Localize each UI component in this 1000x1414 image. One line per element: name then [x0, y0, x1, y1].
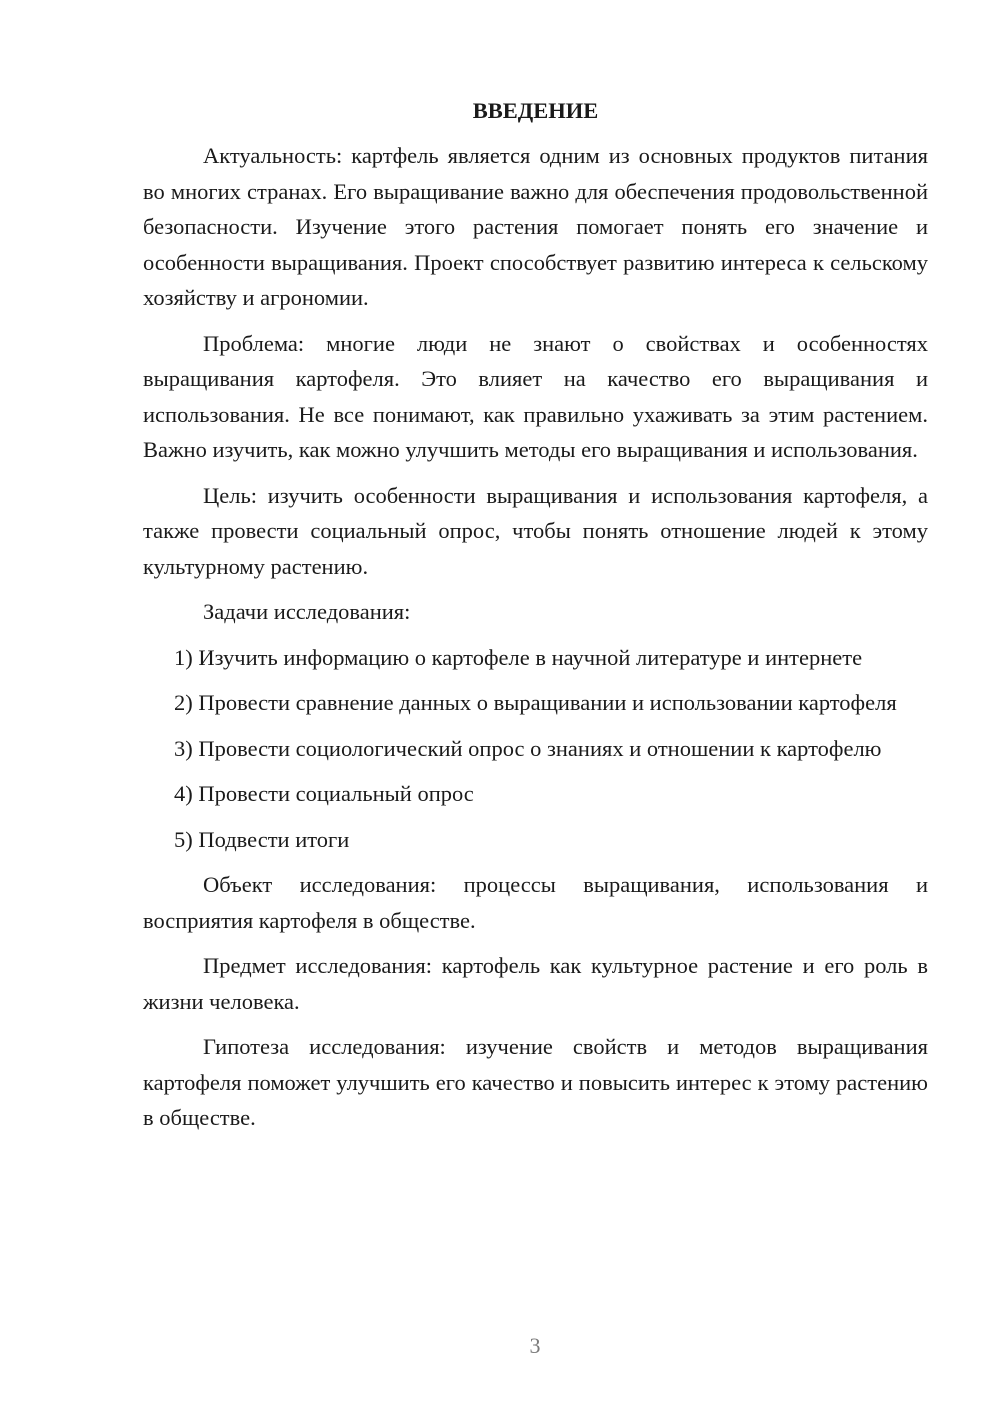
problem-paragraph: Проблема: многие люди не знают о свойствах и особенностях выращивания картофеля. Это влияет на качество его выращивания и использования. Не все понимают, как правильно ухаживать за этим растением. Важно изучить, как можно улучшить методы его выращивания и использования.: [143, 330, 928, 462]
section-heading: ВВЕДЕНИЕ: [472, 98, 599, 123]
tasks-title: Задачи исследования:: [203, 599, 411, 624]
goal-paragraph: Цель: изучить особенности выращивания и использования картофеля, а также провести социальный опрос, чтобы понять отношение людей к этому культурному растению.: [143, 482, 928, 579]
task-item: 5) Подвести итоги: [174, 826, 350, 852]
task-item: 1) Изучить информацию о картофеле в научной литературе и интернете: [174, 644, 863, 670]
tasks-list: [143, 640, 928, 858]
task-item: 4) Провести социальный опрос: [174, 781, 474, 806]
object-paragraph: Объект исследования: процессы выращивания, использования и восприятия картофеля в обществе.: [143, 872, 928, 933]
task-item: 3) Провести социологический опрос о знаниях и отношении к картофелю: [174, 735, 882, 761]
relevance-paragraph: Актуальность: картфель является одним из основных продуктов питания во многих странах. Его выращивание важно для обеспечения продовольственной безопасности. Изучение этого растения помогает понять его значение и особенности выращивания. Проект способствует развитию интереса к сельскому хозяйству и агрономии.: [143, 143, 928, 310]
hypothesis-paragraph: Гипотеза исследования: изучение свойств и методов выращивания картофеля поможет улучшить его качество и повысить интерес к этому растению в обществе.: [143, 1034, 928, 1130]
subject-paragraph: Предмет исследования: картофель как культурное растение и его роль в жизни человека.: [143, 953, 928, 1014]
task-item: 2) Провести сравнение данных о выращивании и использовании картофеля: [174, 690, 897, 715]
page-content: [143, 96, 928, 1146]
page-number: 3: [529, 1333, 541, 1358]
